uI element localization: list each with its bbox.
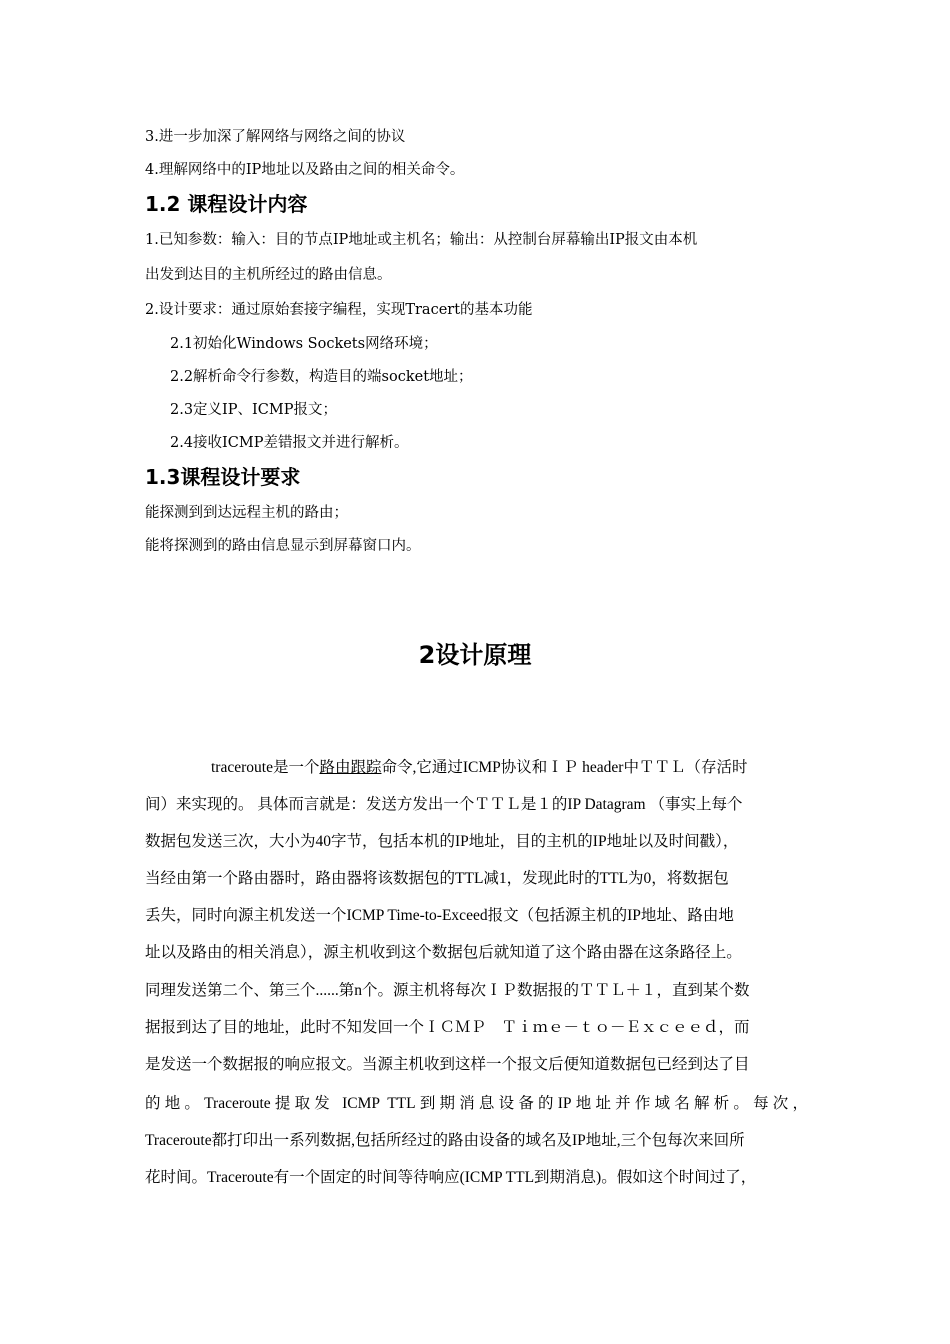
requirement-1: 能探测到到达远程主机的路由；	[145, 505, 348, 521]
content-sub-2-1: 2.1初始化Windows Sockets网络环境；	[170, 336, 438, 352]
requirement-2: 能将探测到的路由信息显示到屏幕窗口内。	[145, 538, 421, 554]
route-trace-link: 路由跟踪	[319, 759, 382, 776]
paragraph-line-1	[145, 758, 808, 778]
paragraph-line-4: 当经由第一个路由器时，路由器将该数据包的TTL减1，发现此时的TTL为0，将数据包	[145, 870, 729, 887]
paragraph-line-12: 花时间。Traceroute有一个固定的时间等待响应(ICMP TTL到期消息)。假如这个时间过了，	[145, 1169, 757, 1186]
paragraph-line-9: 是发送一个数据报的响应报文。当源主机收到这样一个报文后便知道数据包已经到达了目	[145, 1056, 750, 1073]
content-sub-2-4: 2.4接收ICMP差错报文并进行解析。	[170, 435, 409, 451]
content-item-1-line-2: 出发到达目的主机所经过的路由信息。	[145, 267, 392, 283]
paragraph-line-2: 间）来实现的。 具体而言就是：发送方发出一个ＴＴＬ是１的IP Datagram （事实上每个	[145, 796, 743, 813]
heading-1-2: 1.2 课程设计内容	[145, 192, 308, 216]
paragraph-line-8: 据报到达了目的地址，此时不知发回一个ＩＣＭＰ Ｔｉｍｅ－ｔｏ－Ｅｘｃｅｅｄ，而	[145, 1019, 750, 1036]
text-run: traceroute是一个	[211, 759, 320, 776]
heading-1-3: 1.3课程设计要求	[145, 465, 301, 489]
paragraph-line-11: Traceroute都打印出一系列数据,包括所经过的路由设备的域名及IP地址,三个包每次来回所	[145, 1132, 745, 1149]
paragraph-line-3: 数据包发送三次，大小为40字节，包括本机的IP地址，目的主机的IP地址以及时间戳），	[145, 833, 739, 850]
paragraph-line-6: 址以及路由的相关消息），源主机收到这个数据包后就知道了这个路由器在这条路径上。	[145, 944, 742, 961]
content-sub-2-3: 2.3定义IP、ICMP报文；	[170, 402, 337, 418]
paragraph-line-10: 的地。Traceroute提取发 ICMP TTL到期消息设备的IP地址并作域名解析。每次，	[145, 1095, 808, 1112]
paragraph-line-5: 丢失，同时向源主机发送一个ICMP Time-to-Exceed报文（包括源主机的IP地址、路由地	[145, 907, 734, 924]
section-2-title: 2设计原理	[418, 641, 532, 669]
objective-3: 3.进一步加深了解网络与网络之间的协议	[145, 129, 406, 145]
paragraph-line-7: 同理发送第二个、第三个......第n个。源主机将每次ＩＰ数据报的ＴＴＬ＋１，直到某个数	[145, 982, 750, 999]
objective-4: 4.理解网络中的IP地址以及路由之间的相关命令。	[145, 162, 465, 178]
content-sub-2-2: 2.2解析命令行参数，构造目的端socket地址；	[170, 369, 473, 385]
text-run: 命令,它通过ICMP协议和ＩＰ header中ＴＴＬ（存活时	[381, 759, 748, 776]
content-item-2: 2.设计要求：通过原始套接字编程，实现Tracert的基本功能	[145, 302, 533, 318]
content-item-1-line-1: 1.已知参数：输入：目的节点IP地址或主机名；输出：从控制台屏幕输出IP报文由本机	[145, 232, 698, 248]
